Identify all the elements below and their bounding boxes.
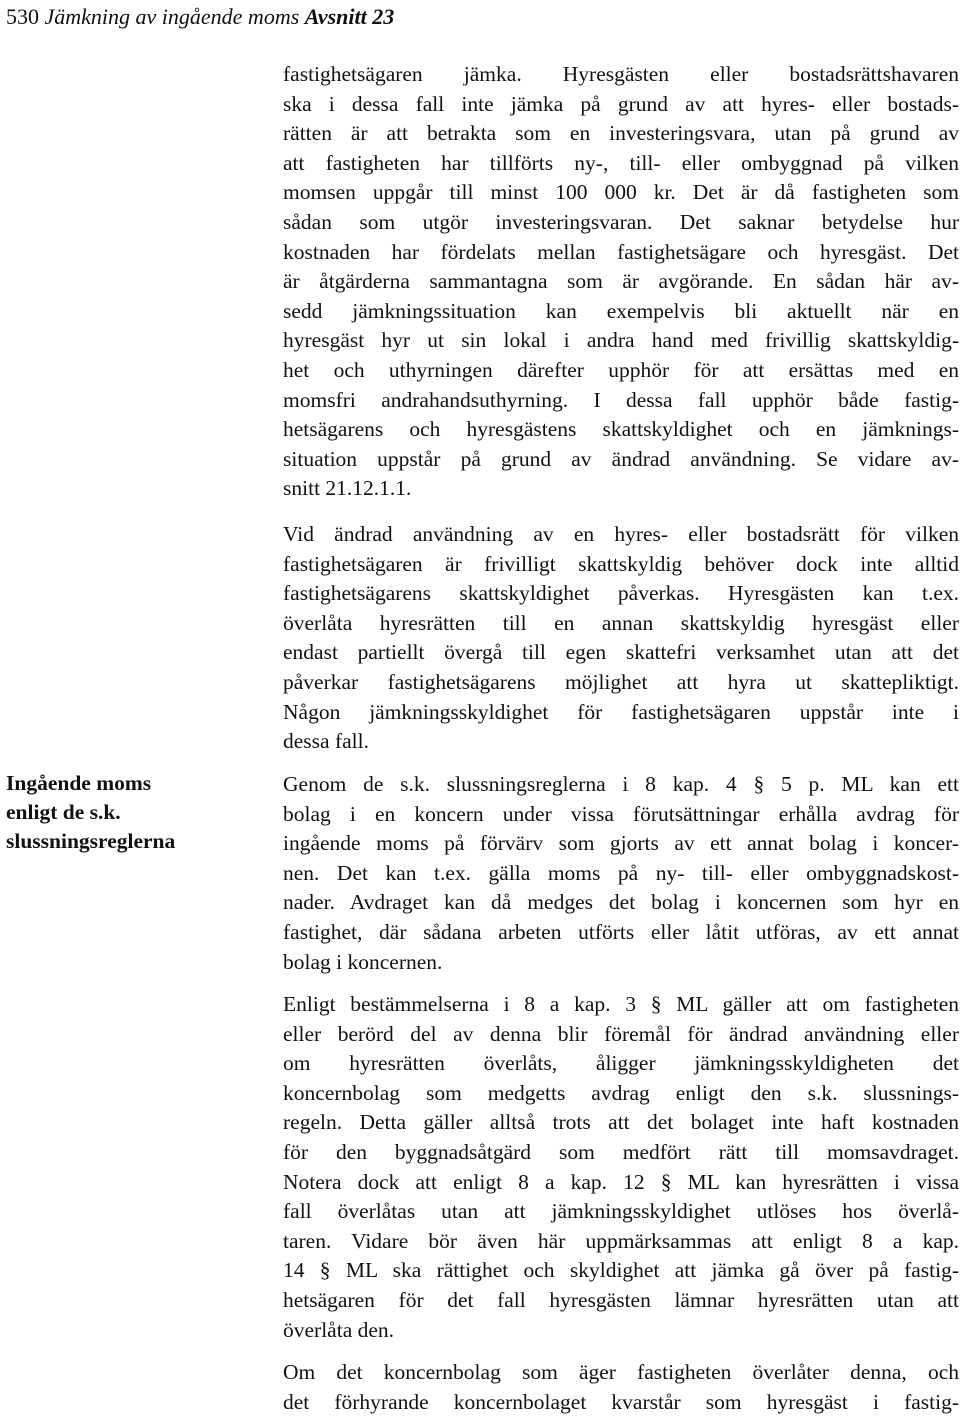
paragraph <box>283 60 959 504</box>
text-line: ingående moms på förvärv som gjorts av ett annat bolag i koncer- <box>283 831 959 856</box>
text-line: endast partiellt övergå till egen skattefri verksamhet utan att det <box>283 640 959 665</box>
text-line: Notera dock att enligt 8 a kap. 12 § ML kan hyresrätten i vissa <box>283 1169 959 1194</box>
text-line: regeln. Detta gäller alltså trots att det bolaget inte haft kostnaden <box>283 1110 959 1135</box>
text-line: hetsägaren för det fall hyresgästen lämnar hyresrätten utan att <box>283 1287 959 1312</box>
text-line: Enligt bestämmelserna i 8 a kap. 3 § ML gäller att om fastigheten <box>283 992 959 1016</box>
text-line: snitt 21.12.1.1. <box>283 476 412 501</box>
page-number: 530 <box>6 4 39 29</box>
paragraph <box>283 990 959 1345</box>
text-line: Genom de s.k. slussningsreglerna i 8 kap. 4 § 5 p. ML kan ett <box>283 772 959 796</box>
margin-heading-line: Ingående moms <box>6 771 152 795</box>
text-line: hetsägarens och hyresgästens skattskyldighet och en jämknings- <box>283 417 959 442</box>
text-line: Vid ändrad användning av en hyres- eller bostadsrätt för vilken <box>283 522 959 546</box>
paragraph <box>283 770 959 977</box>
text-line: bolag i koncernen. <box>283 949 443 974</box>
text-line: ska i dessa fall inte jämka på grund av att hyres- eller bostads- <box>283 91 959 116</box>
text-line: att fastigheten har tillförts ny-, till- eller ombyggnad på vilken <box>283 150 959 175</box>
text-line: 14 § ML ska rättighet och skyldighet att jämka gå över på fastig- <box>283 1258 959 1283</box>
page-header <box>6 2 394 32</box>
text-line: överlåta hyresrätten till en annan skattskyldig hyresgäst eller <box>283 610 959 635</box>
margin-heading-line: enligt de s.k. <box>6 800 121 824</box>
text-line: sedd jämkningssituation kan exempelvis bli aktuellt när en <box>283 298 959 323</box>
text-line: bolag i en koncern under vissa förutsättningar erhålla avdrag för <box>283 801 959 826</box>
text-line: Om det koncernbolag som äger fastigheten överlåter denna, och <box>283 1360 959 1384</box>
text-line: eller berörd del av denna blir föremål för ändrad användning eller <box>283 1021 959 1046</box>
text-line: om hyresrätten överlåts, åligger jämkningsskyldigheten det <box>283 1051 959 1076</box>
margin-heading <box>6 769 251 856</box>
paragraph <box>283 520 959 757</box>
text-line: taren. Vidare bör även här uppmärksammas att enligt 8 a kap. <box>283 1228 959 1253</box>
text-line: Någon jämkningsskyldighet för fastighetsägaren uppstår inte i <box>283 699 959 724</box>
text-line: situation uppstår på grund av ändrad användning. Se vidare av- <box>283 446 959 471</box>
text-line: sådan som utgör investeringsvaran. Det saknar betydelse hur <box>283 209 959 234</box>
text-line: för den byggnadsåtgärd som medfört rätt till momsavdraget. <box>283 1139 959 1164</box>
text-line: kostnaden har fördelats mellan fastighetsägare och hyresgäst. Det <box>283 239 959 264</box>
margin-heading-line: slussningsreglerna <box>6 829 176 853</box>
text-line: fastighet, där sådana arbeten utförts eller låtit utföras, av ett annat <box>283 919 959 944</box>
text-line: fastighetsägaren är frivilligt skattskyldig behöver dock inte alltid <box>283 551 959 576</box>
text-line: är åtgärderna sammantagna som är avgörande. En sådan här av- <box>283 269 959 294</box>
text-line: nader. Avdraget kan då medges det bolag i koncernen som hyr en <box>283 890 959 915</box>
paragraph <box>283 1358 959 1417</box>
text-line: momsfri andrahandsuthyrning. I dessa fall upphör både fastig- <box>283 387 959 412</box>
text-line: fall överlåtas utan att jämkningsskyldighet utlöses hos överlå- <box>283 1199 959 1224</box>
section-label: Avsnitt 23 <box>304 4 395 29</box>
text-line: det förhyrande koncernbolaget kvarstår som hyresgäst i fastig- <box>283 1389 959 1414</box>
text-line: het och uthyrningen därefter upphör för att ersättas med en <box>283 357 959 382</box>
text-line: hyresgäst hyr ut sin lokal i andra hand med frivillig skattskyldig- <box>283 328 959 353</box>
chapter-title: Jämkning av ingående moms <box>44 4 300 29</box>
text-line: fastighetsägarens skattskyldighet påverkas. Hyresgästen kan t.ex. <box>283 581 959 606</box>
text-line: nen. Det kan t.ex. gälla moms på ny- till- eller ombyggnadskost- <box>283 860 959 885</box>
text-line: rätten är att betrakta som en investeringsvara, utan på grund av <box>283 121 959 146</box>
text-line: fastighetsägaren jämka. Hyresgästen eller bostadsrättshavaren <box>283 62 959 86</box>
text-line: momsen uppgår till minst 100 000 kr. Det är då fastigheten som <box>283 180 959 205</box>
text-line: överlåta den. <box>283 1317 395 1342</box>
text-line: dessa fall. <box>283 729 369 754</box>
text-line: påverkar fastighetsägarens möjlighet att hyra ut skattepliktigt. <box>283 669 959 694</box>
text-line: koncernbolag som medgetts avdrag enligt den s.k. slussnings- <box>283 1080 959 1105</box>
